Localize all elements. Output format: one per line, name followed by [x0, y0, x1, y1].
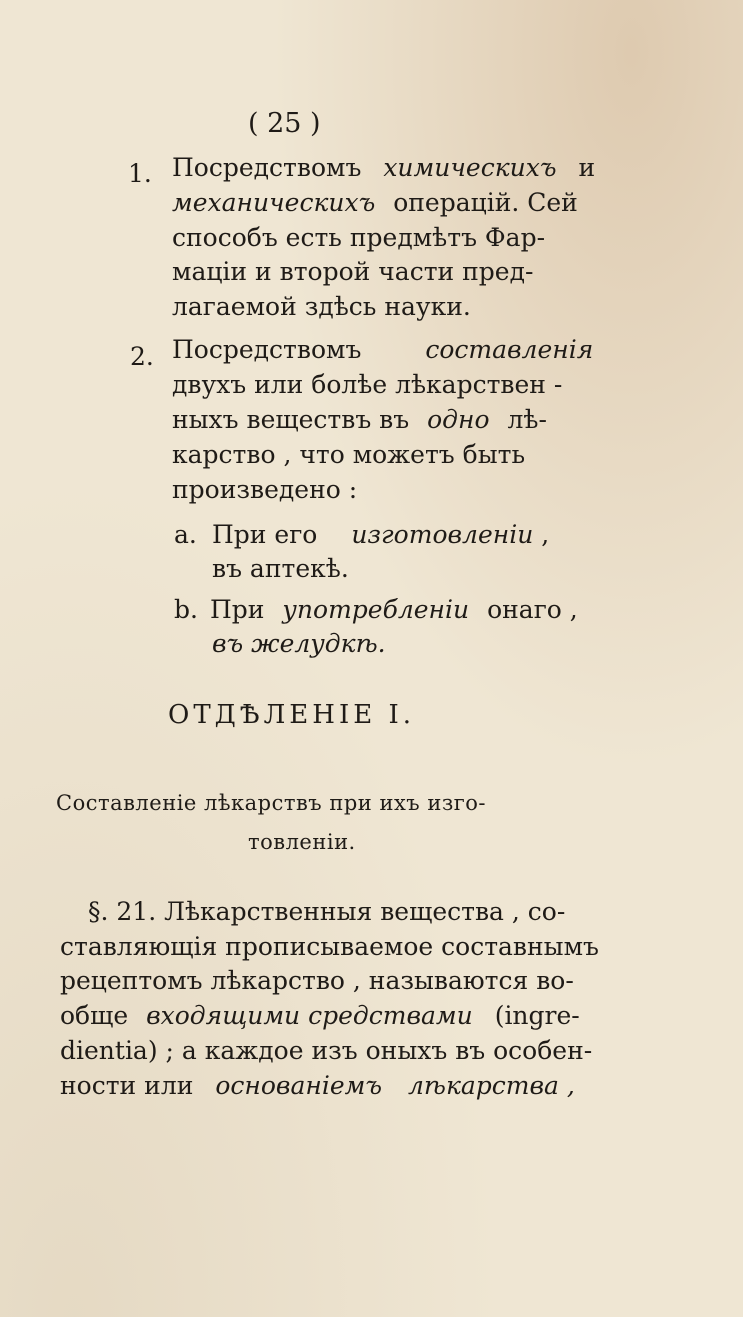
- text-line: Посредствомъ химическихъ и: [172, 153, 596, 182]
- text-line: двухъ или болѣе лѣкарствен -: [172, 370, 563, 399]
- section-heading: ОТДѢЛЕНІЕ I.: [168, 700, 415, 730]
- item-number: 2.: [130, 342, 154, 371]
- text-line: ныхъ веществъ въ одно лѣ-: [172, 405, 547, 434]
- text-line: карство , что можетъ быть: [172, 440, 526, 469]
- text-line: §. 21. Лѣкарственныя вещества , со-: [88, 897, 566, 926]
- text-line: рецептомъ лѣкарство , называются во-: [60, 966, 574, 995]
- text-line: въ желудкѣ.: [212, 629, 386, 658]
- text-line: Посредствомъ составленія: [172, 335, 594, 364]
- text-line: При его изготовленіи ,: [212, 520, 550, 549]
- text-line: ности или основаніемъ лѣкарства ,: [60, 1071, 575, 1100]
- section-subheading: товленіи.: [248, 830, 356, 854]
- item-number: 1.: [128, 159, 152, 188]
- text-line: При употребленіи онаго ,: [210, 595, 578, 624]
- page-number: ( 25 ): [248, 108, 321, 139]
- text-line: способъ есть предмѣтъ Фар-: [172, 223, 546, 252]
- text-line: механическихъ операцій. Сей: [172, 188, 578, 217]
- sub-item-label: b.: [174, 595, 198, 624]
- text-line: обще входящими средствами (ingre-: [60, 1001, 580, 1030]
- sub-item-label: a.: [174, 520, 197, 549]
- text-line: маціи и второй части пред-: [172, 257, 534, 286]
- text-line: ставляющія прописываемое составнымъ: [60, 932, 599, 961]
- text-line: въ аптекѣ.: [212, 554, 349, 583]
- text-line: лагаемой здѣсь науки.: [172, 292, 471, 321]
- section-subheading: Составленіе лѣкарствъ при ихъ изго-: [56, 791, 487, 815]
- text-line: произведено :: [172, 475, 358, 504]
- text-line: dientia) ; а каждое изъ оныхъ въ особен-: [60, 1036, 593, 1065]
